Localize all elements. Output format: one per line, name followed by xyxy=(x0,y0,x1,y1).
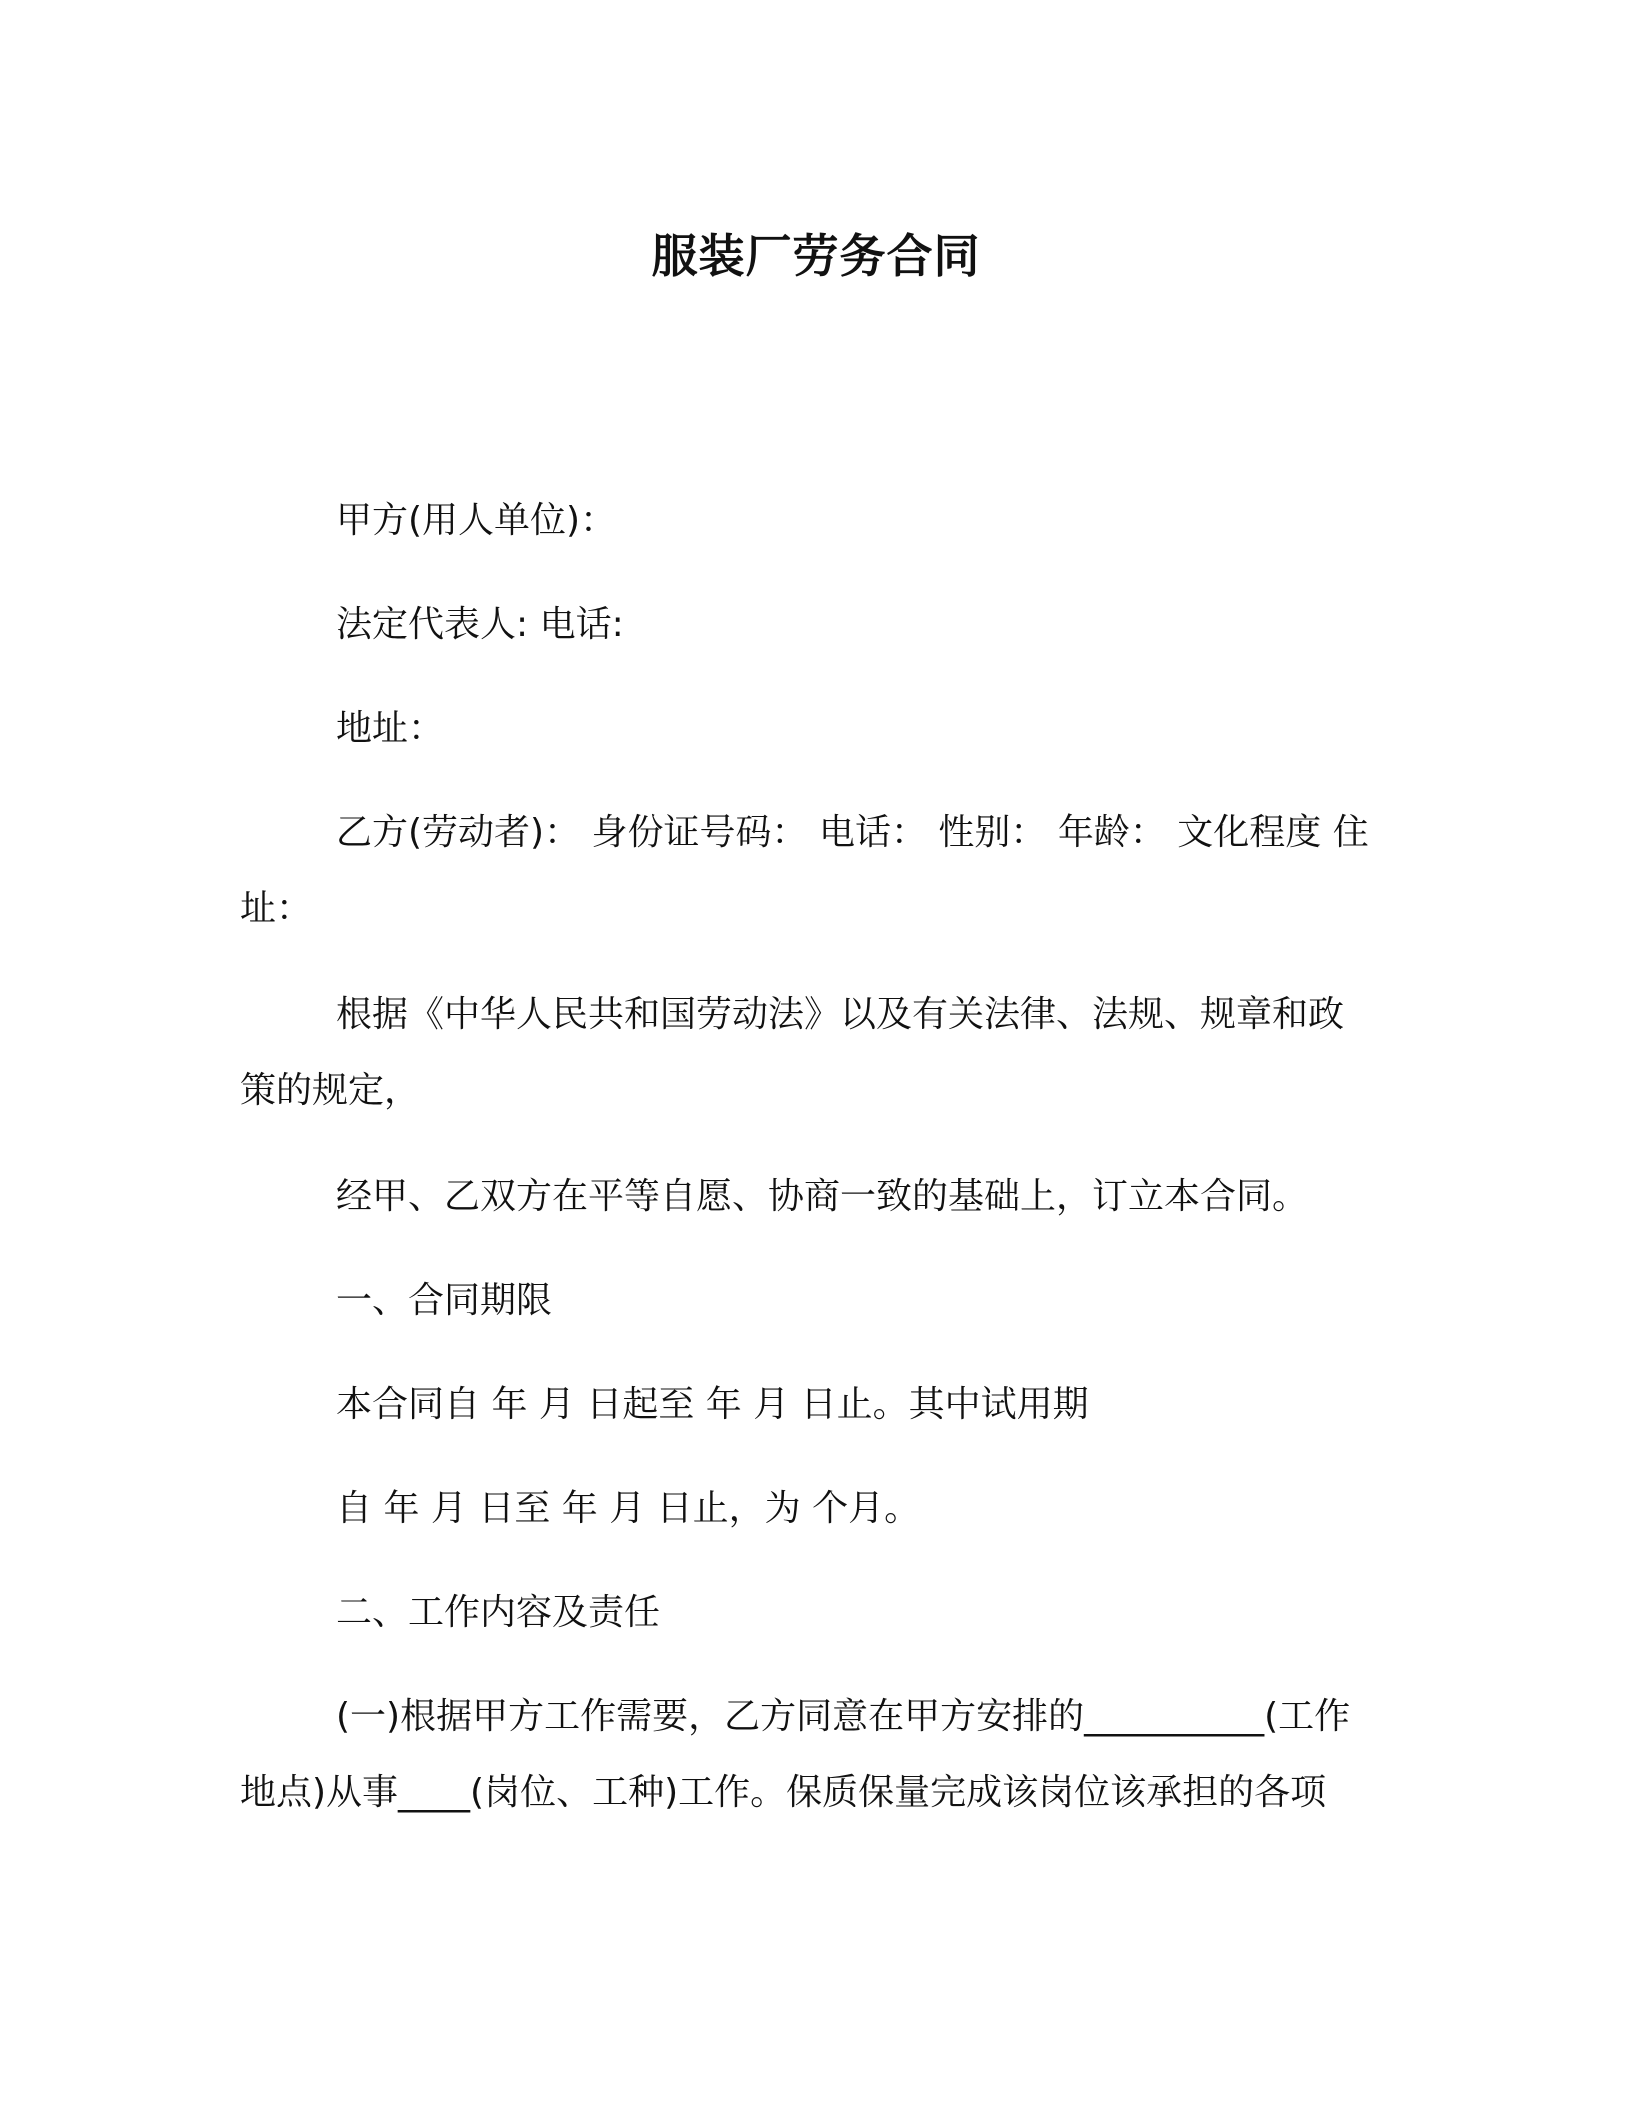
probation-line: 自 年 月 日至 年 月 日止，为 个月。 xyxy=(336,1488,921,1529)
basis-line-cont: 策的规定， xyxy=(240,1070,421,1111)
work-content-line-cont: 地点)从事____(岗位、工种)工作。保质保量完成该岗位该承担的各项 xyxy=(240,1772,1327,1813)
contract-term-line: 本合同自 年 月 日起至 年 月 日止。其中试用期 xyxy=(336,1384,1089,1425)
legal-rep-line: 法定代表人: 电话: xyxy=(336,604,624,645)
document-title: 服装厂劳务合同 xyxy=(651,229,981,283)
basis-line: 根据《中华人民共和国劳动法》以及有关法律、法规、规章和政 xyxy=(336,994,1345,1035)
address-line: 地址： xyxy=(336,708,445,749)
party-b-line-cont: 址： xyxy=(240,888,313,929)
section-1-heading: 一、合同期限 xyxy=(336,1280,553,1321)
agreement-line: 经甲、乙双方在平等自愿、协商一致的基础上，订立本合同。 xyxy=(336,1176,1309,1217)
party-b-line: 乙方(劳动者)： 身份证号码： 电话： 性别： 年龄： 文化程度 住 xyxy=(336,812,1369,853)
section-2-heading: 二、工作内容及责任 xyxy=(336,1592,661,1633)
party-a-line: 甲方(用人单位)： xyxy=(336,500,617,541)
work-content-line: (一)根据甲方工作需要，乙方同意在甲方安排的__________(工作 xyxy=(336,1696,1351,1737)
